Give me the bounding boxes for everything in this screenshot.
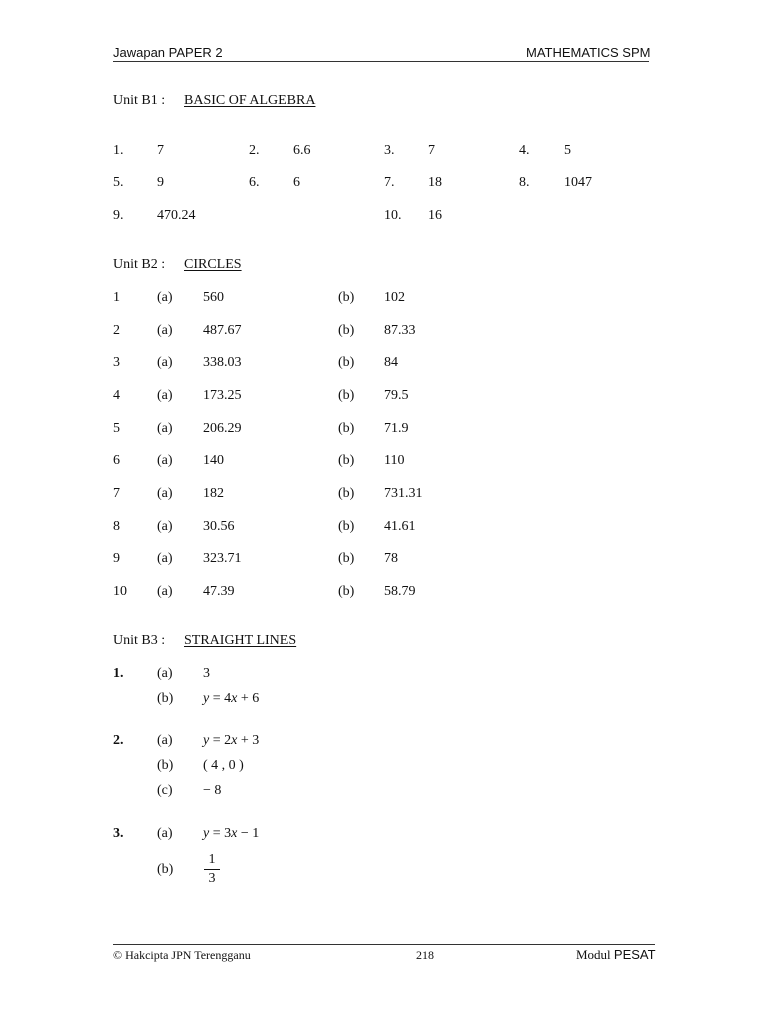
part-b-value: 71.9 — [384, 421, 409, 436]
answer-value: 5 — [564, 143, 571, 158]
answer-value: 1047 — [564, 175, 592, 190]
part-b-value: 41.61 — [384, 519, 416, 534]
part-a-value: 487.67 — [203, 323, 242, 338]
answer-value: 6.6 — [293, 143, 311, 158]
header-left: Jawapan PAPER 2 — [113, 45, 223, 60]
answer-number: 8. — [519, 175, 530, 190]
part-a-label: (a) — [157, 666, 173, 681]
unit-b1-title: BASIC OF ALGEBRA — [184, 93, 316, 108]
answer-value: 7 — [428, 143, 435, 158]
row-number: 6 — [113, 453, 120, 468]
unit-b2-prefix: Unit B2 : — [113, 257, 166, 272]
part-b-label: (b) — [157, 691, 174, 706]
row-number: 10 — [113, 584, 127, 599]
part-a-label: (a) — [157, 826, 173, 841]
part-a-value: 173.25 — [203, 388, 242, 403]
part-a-value: 206.29 — [203, 421, 242, 436]
row-number: 1 — [113, 290, 120, 305]
answer-value: 18 — [428, 175, 442, 190]
answer-number: 1. — [113, 143, 124, 158]
answer-value: 470.24 — [157, 208, 196, 223]
answer-number: 7. — [384, 175, 395, 190]
variable-x: x — [231, 733, 238, 748]
part-b-label: (b) — [338, 355, 355, 370]
variable-y: y — [203, 733, 210, 748]
equation-mid: = 4 — [209, 691, 232, 706]
variable-x: x — [231, 826, 238, 841]
part-a-answer: 3 — [203, 666, 210, 681]
part-b-value: 78 — [384, 551, 398, 566]
question-number: 2. — [113, 733, 124, 748]
part-a-label: (a) — [157, 733, 173, 748]
unit-b3-prefix: Unit B3 : — [113, 633, 166, 648]
part-b-value: 58.79 — [384, 584, 416, 599]
fraction-denominator: 3 — [208, 871, 216, 886]
variable-y: y — [203, 691, 210, 706]
equation-end: − 1 — [237, 826, 260, 841]
page-number: 218 — [416, 948, 434, 962]
part-b-label: (b) — [157, 862, 174, 877]
part-a-label: (a) — [157, 453, 173, 468]
answer-number: 5. — [113, 175, 124, 190]
variable-y: y — [203, 826, 210, 841]
part-a-label: (a) — [157, 584, 173, 599]
part-b-label: (b) — [338, 584, 355, 599]
part-b-label: (b) — [338, 290, 355, 305]
part-b-label: (b) — [338, 421, 355, 436]
part-b-value: 102 — [384, 290, 405, 305]
part-c-answer: − 8 — [203, 783, 222, 798]
answer-value: 6 — [293, 175, 300, 190]
part-a-value: 30.56 — [203, 519, 235, 534]
header-rule — [113, 61, 649, 62]
row-number: 2 — [113, 323, 120, 338]
part-a-value: 140 — [203, 453, 224, 468]
equation-end: + 3 — [237, 733, 260, 748]
answer-number: 6. — [249, 175, 260, 190]
fraction-bar — [204, 869, 220, 870]
unit-b2-title: CIRCLES — [184, 257, 242, 272]
fraction-numerator: 1 — [208, 852, 216, 867]
answer-number: 4. — [519, 143, 530, 158]
part-a-label: (a) — [157, 421, 173, 436]
answer-value: 7 — [157, 143, 164, 158]
part-a-label: (a) — [157, 519, 173, 534]
part-b-value: 87.33 — [384, 323, 416, 338]
part-a-value: 560 — [203, 290, 224, 305]
part-b-value: 110 — [384, 453, 405, 468]
equation-end: + 6 — [237, 691, 260, 706]
part-a-value: 323.71 — [203, 551, 242, 566]
equation-mid: = 3 — [209, 826, 232, 841]
fraction-one-third — [204, 853, 220, 886]
answer-value: 16 — [428, 208, 442, 223]
part-b-label: (b) — [338, 551, 355, 566]
part-a-label: (a) — [157, 323, 173, 338]
part-a-label: (a) — [157, 290, 173, 305]
equation-mid: = 2 — [209, 733, 232, 748]
row-number: 7 — [113, 486, 120, 501]
part-b-label: (b) — [338, 323, 355, 338]
part-a-equation — [203, 827, 259, 841]
part-b-value: 79.5 — [384, 388, 409, 403]
part-b-label: (b) — [157, 758, 174, 773]
part-b-equation — [203, 692, 259, 706]
part-b-label: (b) — [338, 388, 355, 403]
answer-number: 10. — [384, 208, 402, 223]
row-number: 3 — [113, 355, 120, 370]
part-b-value: 84 — [384, 355, 398, 370]
unit-b3-title: STRAIGHT LINES — [184, 633, 297, 648]
part-a-value: 338.03 — [203, 355, 242, 370]
row-number: 8 — [113, 519, 120, 534]
part-a-label: (a) — [157, 388, 173, 403]
part-a-value: 47.39 — [203, 584, 235, 599]
footer-module-name: PESAT — [613, 947, 656, 962]
part-c-label: (c) — [157, 783, 173, 798]
footer-module-prefix: Modul — [576, 947, 614, 962]
part-b-label: (b) — [338, 453, 355, 468]
footer-copyright: © Hakcipta JPN Terengganu — [113, 948, 251, 962]
part-b-label: (b) — [338, 486, 355, 501]
part-b-answer: ( 4 , 0 ) — [203, 758, 244, 773]
question-number: 3. — [113, 826, 124, 841]
row-number: 9 — [113, 551, 120, 566]
answer-number: 9. — [113, 208, 124, 223]
answer-value: 9 — [157, 175, 164, 190]
part-a-label: (a) — [157, 486, 173, 501]
part-b-value: 731.31 — [384, 486, 423, 501]
answer-number: 2. — [249, 143, 260, 158]
header-right: MATHEMATICS SPM — [526, 45, 651, 60]
part-a-value: 182 — [203, 486, 224, 501]
footer-rule — [113, 944, 655, 945]
part-a-equation — [203, 734, 259, 748]
row-number: 5 — [113, 421, 120, 436]
unit-b1-prefix: Unit B1 : — [113, 93, 166, 108]
question-number: 1. — [113, 666, 124, 681]
footer-module — [576, 948, 656, 961]
answer-number: 3. — [384, 143, 395, 158]
part-b-label: (b) — [338, 519, 355, 534]
row-number: 4 — [113, 388, 120, 403]
part-a-label: (a) — [157, 355, 173, 370]
part-a-label: (a) — [157, 551, 173, 566]
variable-x: x — [231, 691, 238, 706]
